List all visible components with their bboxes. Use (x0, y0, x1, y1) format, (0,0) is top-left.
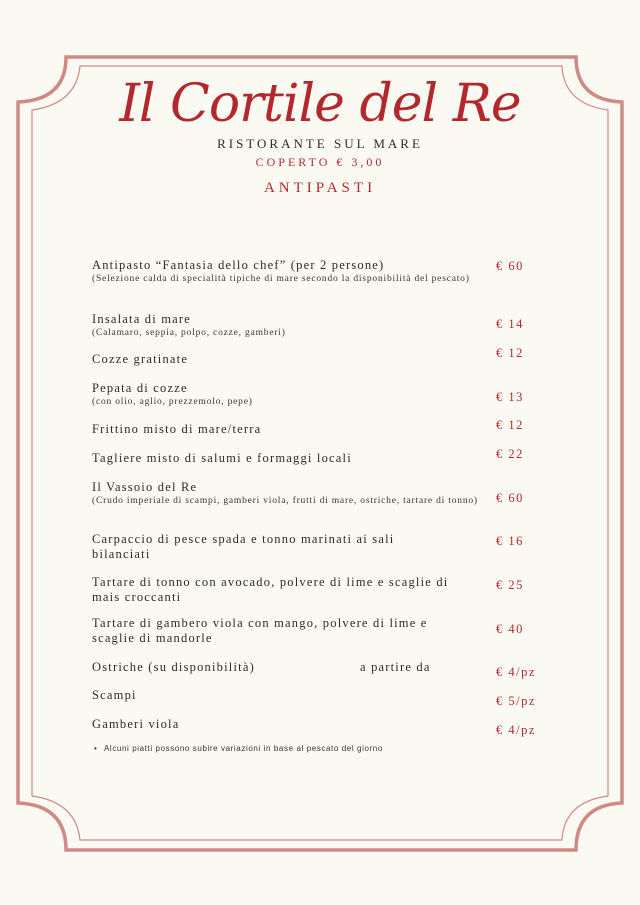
menu-item (92, 480, 487, 507)
menu-item-name: Carpaccio di pesce spada e tonno marinati ai sali bilanciati (92, 532, 395, 561)
menu-item (92, 312, 487, 339)
menu-item-name: Il Vassoio del Re (92, 480, 198, 494)
menu-item-price: € 22 (496, 447, 524, 461)
menu-item-description: (Selezione calda di specialità tipiche di mare secondo la disponibilità del pescato) (92, 274, 470, 284)
menu-item-name: Gamberi viola (92, 717, 180, 731)
menu-item (92, 575, 472, 605)
menu-item-price: € 12 (496, 418, 524, 432)
menu-item (92, 532, 422, 562)
menu-item-price: € 25 (496, 578, 524, 592)
menu-item-price: € 12 (496, 346, 524, 360)
section-title: ANTIPASTI (263, 180, 377, 196)
menu-item (92, 616, 452, 646)
menu-item-description: (con olio, aglio, prezzemolo, pepe) (92, 397, 253, 407)
menu-item (92, 422, 487, 437)
menu-item-name: Pepata di cozze (92, 381, 188, 395)
menu-item (92, 717, 487, 732)
menu-item-price: € 4/pz (496, 723, 536, 737)
menu-item-name: Tartare di tonno con avocado, polvere di lime e scaglie di mais croccanti (92, 575, 449, 604)
price-from-label: a partire da (360, 660, 431, 674)
restaurant-title: Il Cortile del Re (119, 74, 521, 134)
menu-item-name: Cozze gratinate (92, 352, 189, 366)
menu-item-price: € 5/pz (496, 694, 536, 708)
menu-item-price: € 60 (496, 491, 524, 505)
cover-charge: COPERTO € 3,00 (255, 155, 385, 169)
menu-item-description: (Calamaro, seppia, polpo, cozze, gamberi) (92, 328, 286, 338)
menu-item-name: Tartare di gambero viola con mango, polvere di lime e scaglie di mandorle (92, 616, 428, 645)
menu-item-description: (Crudo imperiale di scampi, gamberi viola, frutti di mare, ostriche, tartare di tonno) (92, 496, 478, 506)
menu-item-name: Frittino misto di mare/terra (92, 422, 262, 436)
menu-item-price: € 40 (496, 622, 524, 636)
bullet-icon: • (94, 744, 98, 753)
menu-item-price: € 16 (496, 534, 524, 548)
restaurant-subtitle: RISTORANTE SUL MARE (217, 136, 423, 151)
menu-item-name: Antipasto “Fantasia dello chef” (per 2 persone) (92, 258, 385, 272)
menu-item-price: € 4/pz (496, 665, 536, 679)
menu-item-name: Scampi (92, 688, 137, 702)
menu-item-name: Tagliere misto di salumi e formaggi locali (92, 451, 352, 465)
footnote-text: Alcuni piatti possono subire variazioni in base al pescato del giorno (104, 744, 383, 753)
menu-item-name: Insalata di mare (92, 312, 192, 326)
menu-item-price: € 60 (496, 259, 524, 273)
footnote (94, 744, 383, 753)
menu-item-price: € 14 (496, 317, 524, 331)
menu-item (92, 381, 487, 408)
menu-item-name: Ostriche (su disponibilità) (92, 660, 255, 674)
menu-item-price: € 13 (496, 390, 524, 404)
menu-item (92, 451, 487, 466)
menu-item (92, 352, 487, 367)
menu-item (92, 258, 487, 285)
menu-item (92, 688, 487, 703)
